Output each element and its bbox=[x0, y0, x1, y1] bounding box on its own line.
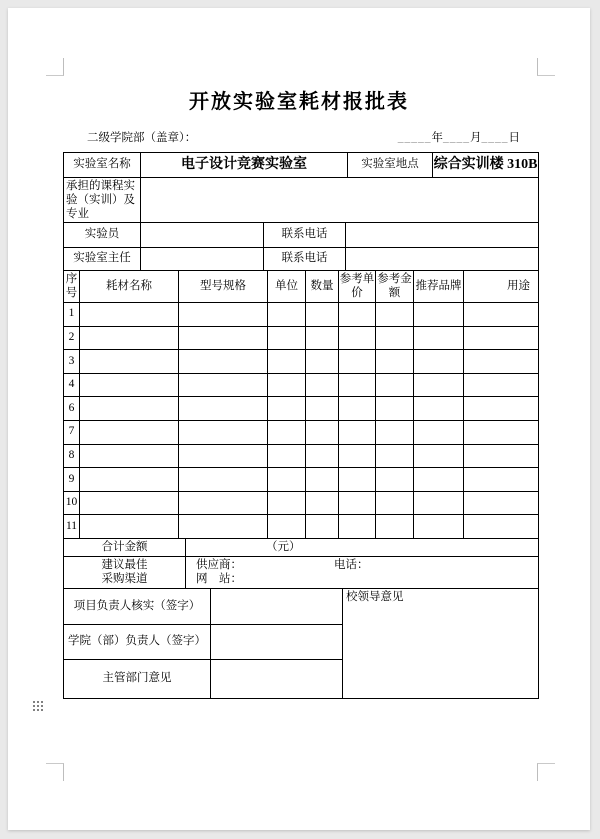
materials-cell[interactable] bbox=[306, 397, 339, 421]
supplier-phone-label: 电话： bbox=[334, 559, 369, 572]
total-row bbox=[63, 538, 539, 557]
technician-phone-cell[interactable] bbox=[346, 223, 539, 248]
col-header-unit: 单位 bbox=[268, 271, 306, 303]
materials-cell[interactable] bbox=[339, 326, 376, 350]
date-month-blank: ____ bbox=[443, 132, 470, 144]
materials-cell[interactable] bbox=[414, 421, 464, 445]
materials-cell[interactable] bbox=[339, 515, 376, 539]
school-leader-opinion-cell[interactable] bbox=[343, 588, 539, 698]
table-anchor-dots-icon bbox=[32, 700, 43, 712]
college-leader-signature-cell[interactable] bbox=[211, 624, 343, 659]
materials-cell[interactable] bbox=[306, 421, 339, 445]
materials-cell[interactable] bbox=[179, 444, 268, 468]
materials-cell[interactable] bbox=[268, 350, 306, 374]
margin-crop-mark-bottom-right bbox=[537, 763, 555, 781]
materials-cell[interactable] bbox=[268, 421, 306, 445]
margin-crop-mark-bottom-left bbox=[46, 763, 64, 781]
row-number: 7 bbox=[64, 421, 80, 445]
materials-cell[interactable] bbox=[268, 515, 306, 539]
dept-opinion-cell[interactable] bbox=[211, 659, 343, 698]
col-header-index: 序号 bbox=[64, 271, 80, 303]
lab-site-value: 综合实训楼 310B bbox=[433, 153, 539, 178]
purchase-channel-label bbox=[64, 556, 186, 588]
row-number: 1 bbox=[64, 303, 80, 327]
director-phone-cell[interactable] bbox=[346, 248, 539, 271]
row-number: 2 bbox=[64, 326, 80, 350]
materials-cell[interactable] bbox=[268, 303, 306, 327]
materials-cell[interactable] bbox=[339, 468, 376, 492]
materials-cell[interactable] bbox=[376, 491, 414, 515]
row-number: 4 bbox=[64, 373, 80, 397]
row-number: 6 bbox=[64, 397, 80, 421]
materials-cell[interactable] bbox=[80, 373, 179, 397]
lab-info-row bbox=[63, 152, 539, 178]
materials-cell[interactable] bbox=[339, 303, 376, 327]
date-day-blank: ____ bbox=[481, 132, 509, 144]
lab-name-label: 实验室名称 bbox=[64, 153, 141, 178]
purchase-channel-label-line1: 建议最佳 bbox=[101, 559, 148, 572]
materials-cell[interactable] bbox=[376, 468, 414, 492]
col-header-model: 型号规格 bbox=[179, 271, 268, 303]
purchase-channel-row bbox=[63, 556, 539, 589]
materials-cell[interactable] bbox=[464, 303, 539, 327]
materials-cell[interactable] bbox=[306, 444, 339, 468]
materials-cell[interactable] bbox=[376, 303, 414, 327]
materials-cell[interactable] bbox=[268, 468, 306, 492]
materials-cell[interactable] bbox=[414, 515, 464, 539]
col-header-ref-amount: 参考金额 bbox=[376, 271, 414, 303]
materials-cell[interactable] bbox=[80, 515, 179, 539]
materials-cell[interactable] bbox=[179, 326, 268, 350]
materials-cell[interactable] bbox=[464, 397, 539, 421]
materials-cell[interactable] bbox=[306, 468, 339, 492]
form-subheader bbox=[87, 129, 520, 145]
materials-cell[interactable] bbox=[179, 491, 268, 515]
materials-cell[interactable] bbox=[80, 397, 179, 421]
margin-crop-mark-top-right bbox=[537, 58, 555, 76]
materials-cell[interactable] bbox=[339, 444, 376, 468]
materials-cell[interactable] bbox=[376, 326, 414, 350]
lab-name-value: 电子设计竞赛实验室 bbox=[141, 153, 348, 178]
materials-cell[interactable] bbox=[179, 515, 268, 539]
approval-form-table bbox=[63, 152, 538, 699]
document-page bbox=[8, 8, 590, 830]
materials-cell[interactable] bbox=[414, 373, 464, 397]
total-unit-label[interactable]: （元） bbox=[186, 538, 539, 556]
col-header-brand: 推荐品牌 bbox=[414, 271, 464, 303]
supplier-info-cell[interactable] bbox=[186, 556, 539, 588]
college-leader-label: 学院（部）负责人（签字） bbox=[64, 624, 211, 659]
row-number: 10 bbox=[64, 491, 80, 515]
materials-cell[interactable] bbox=[268, 326, 306, 350]
date-year-label: 年 bbox=[431, 132, 443, 144]
lab-site-label: 实验室地点 bbox=[348, 153, 433, 178]
total-label: 合计金额 bbox=[64, 538, 186, 556]
materials-cell[interactable] bbox=[376, 397, 414, 421]
project-leader-signature-cell[interactable] bbox=[211, 588, 343, 624]
materials-cell[interactable] bbox=[464, 491, 539, 515]
director-label: 实验室主任 bbox=[64, 248, 141, 271]
purchase-channel-label-line2: 采购渠道 bbox=[101, 573, 148, 586]
materials-cell[interactable] bbox=[376, 350, 414, 374]
date-line bbox=[398, 129, 520, 145]
materials-cell[interactable] bbox=[80, 468, 179, 492]
materials-cell[interactable] bbox=[464, 468, 539, 492]
materials-cell[interactable] bbox=[306, 303, 339, 327]
materials-cell[interactable] bbox=[80, 444, 179, 468]
materials-cell[interactable] bbox=[339, 373, 376, 397]
materials-cell[interactable] bbox=[268, 397, 306, 421]
contacts-rows bbox=[63, 222, 539, 271]
materials-cell[interactable] bbox=[414, 350, 464, 374]
website-label: 网 站： bbox=[196, 573, 242, 586]
materials-cell[interactable] bbox=[414, 303, 464, 327]
technician-name-cell[interactable] bbox=[141, 223, 264, 248]
materials-cell[interactable] bbox=[464, 326, 539, 350]
materials-cell[interactable] bbox=[268, 444, 306, 468]
materials-cell[interactable] bbox=[414, 326, 464, 350]
materials-cell[interactable] bbox=[339, 421, 376, 445]
row-number: 9 bbox=[64, 468, 80, 492]
website-line bbox=[196, 572, 538, 586]
col-header-ref-price: 参考单价 bbox=[339, 271, 376, 303]
form-title: 开放实验室耗材报批表 bbox=[189, 91, 409, 113]
materials-cell[interactable] bbox=[339, 491, 376, 515]
materials-cell[interactable] bbox=[414, 397, 464, 421]
row-number: 8 bbox=[64, 444, 80, 468]
supplier-label: 供应商： bbox=[196, 559, 242, 572]
materials-cell[interactable] bbox=[414, 444, 464, 468]
courses-value-cell[interactable] bbox=[141, 178, 539, 223]
date-year-blank: _____ bbox=[397, 132, 432, 144]
materials-table bbox=[63, 270, 539, 539]
materials-cell[interactable] bbox=[306, 350, 339, 374]
materials-cell[interactable] bbox=[339, 397, 376, 421]
row-number: 11 bbox=[64, 515, 80, 539]
materials-cell[interactable] bbox=[179, 468, 268, 492]
date-month-label: 月 bbox=[470, 132, 482, 144]
row-number: 3 bbox=[64, 350, 80, 374]
materials-cell[interactable] bbox=[414, 468, 464, 492]
materials-cell[interactable] bbox=[376, 373, 414, 397]
materials-cell[interactable] bbox=[306, 373, 339, 397]
col-header-purpose: 用途 bbox=[464, 271, 539, 303]
materials-cell[interactable] bbox=[80, 350, 179, 374]
materials-cell[interactable] bbox=[464, 350, 539, 374]
director-name-cell[interactable] bbox=[141, 248, 264, 271]
materials-cell[interactable] bbox=[376, 515, 414, 539]
materials-cell[interactable] bbox=[179, 397, 268, 421]
materials-cell[interactable] bbox=[268, 491, 306, 515]
materials-cell[interactable] bbox=[268, 373, 306, 397]
materials-cell[interactable] bbox=[306, 326, 339, 350]
materials-cell[interactable] bbox=[414, 491, 464, 515]
materials-cell[interactable] bbox=[80, 491, 179, 515]
col-header-material: 耗材名称 bbox=[80, 271, 179, 303]
materials-cell[interactable] bbox=[306, 491, 339, 515]
materials-cell[interactable] bbox=[80, 303, 179, 327]
director-phone-label: 联系电话 bbox=[264, 248, 346, 271]
materials-cell[interactable] bbox=[376, 444, 414, 468]
materials-cell[interactable] bbox=[306, 515, 339, 539]
signoff-table bbox=[63, 588, 539, 699]
courses-row bbox=[63, 177, 539, 223]
materials-cell[interactable] bbox=[464, 515, 539, 539]
materials-cell[interactable] bbox=[179, 373, 268, 397]
technician-phone-label: 联系电话 bbox=[264, 223, 346, 248]
materials-cell[interactable] bbox=[464, 421, 539, 445]
margin-crop-mark-top-left bbox=[46, 58, 64, 76]
project-leader-label: 项目负责人核实（签字） bbox=[64, 588, 211, 624]
materials-cell[interactable] bbox=[179, 421, 268, 445]
materials-cell[interactable] bbox=[80, 326, 179, 350]
materials-cell[interactable] bbox=[179, 303, 268, 327]
technician-label: 实验员 bbox=[64, 223, 141, 248]
materials-cell[interactable] bbox=[464, 373, 539, 397]
col-header-qty: 数量 bbox=[306, 271, 339, 303]
dept-opinion-label: 主管部门意见 bbox=[64, 659, 211, 698]
department-stamp-label: 二级学院部（盖章）： bbox=[87, 132, 197, 144]
date-day-label: 日 bbox=[508, 132, 520, 144]
materials-cell[interactable] bbox=[339, 350, 376, 374]
supplier-line bbox=[196, 558, 538, 572]
materials-cell[interactable] bbox=[376, 421, 414, 445]
courses-label: 承担的课程实验（实训）及专业 bbox=[64, 178, 141, 223]
materials-cell[interactable] bbox=[80, 421, 179, 445]
materials-cell[interactable] bbox=[464, 444, 539, 468]
materials-cell[interactable] bbox=[179, 350, 268, 374]
school-leader-label: 校领导意见 bbox=[346, 590, 404, 603]
